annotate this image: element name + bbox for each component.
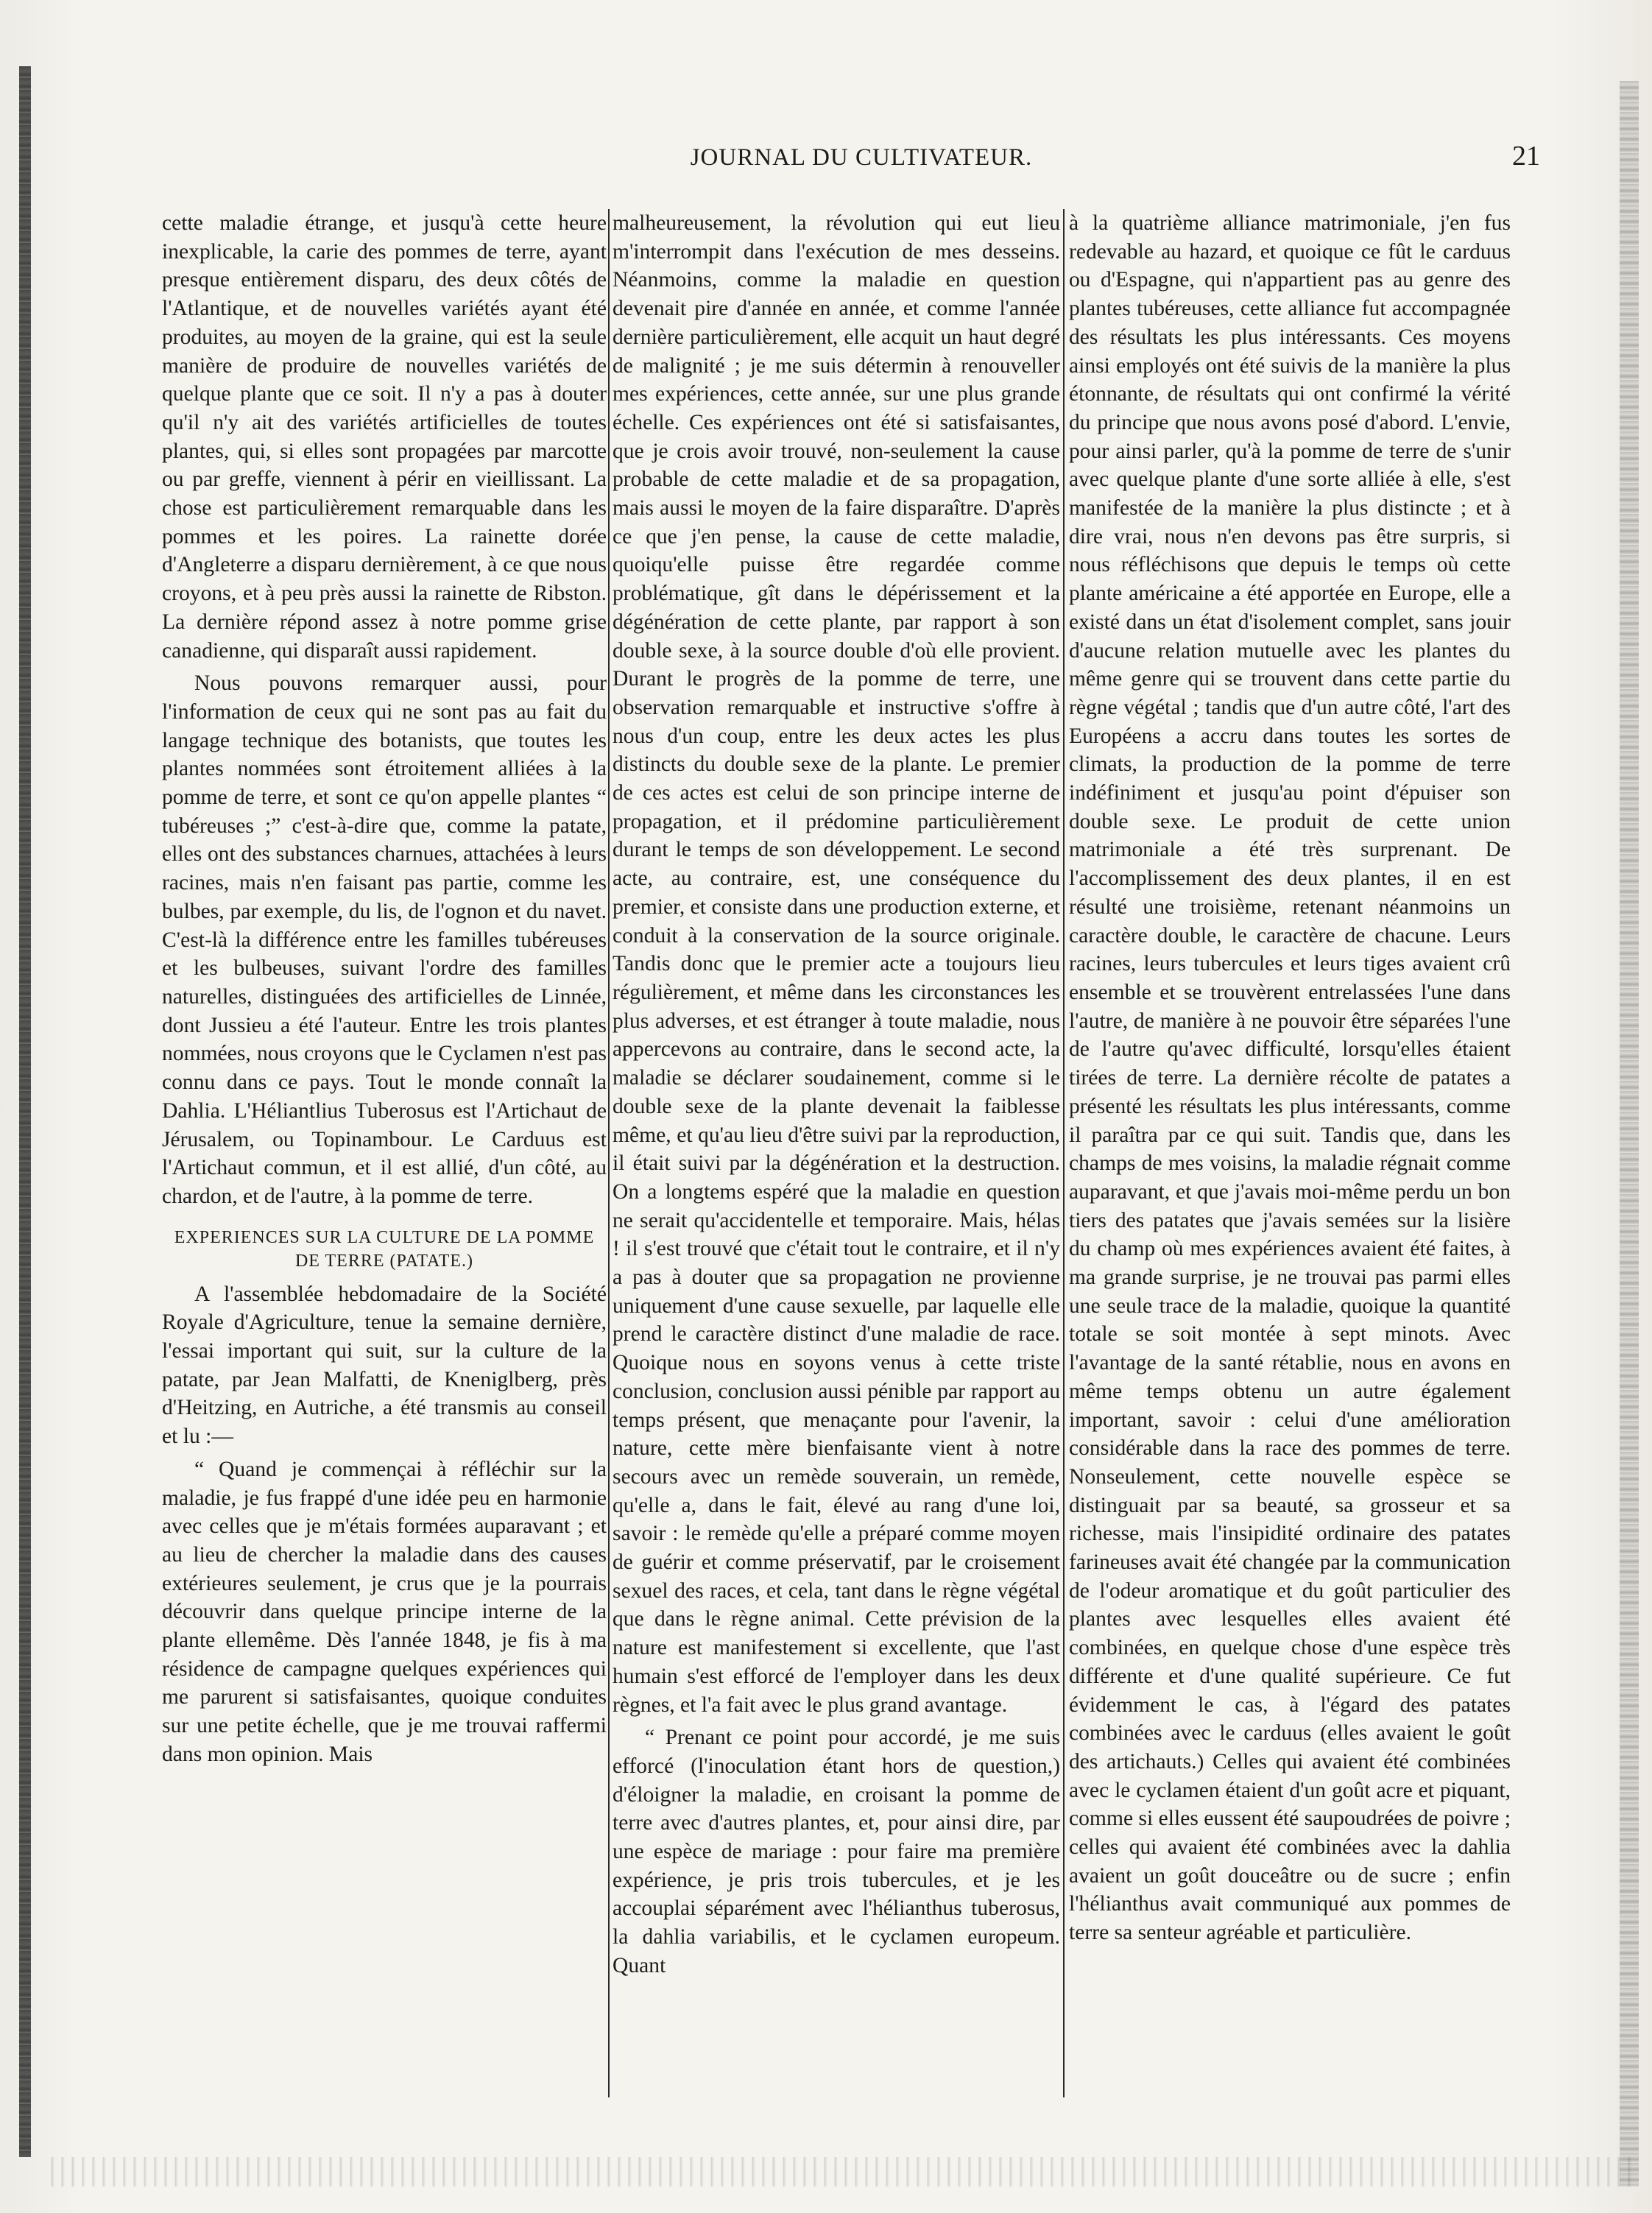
paragraph: “ Quand je commençai à réfléchir sur la maladie, je fus frappé d'une idée peu en harmonie avec celles que je m'étais formées auparavant ; et au lieu de chercher la maladie dans des causes extérieures seulement, je crus que je la pourrais découvrir dans quelque principe interne de la plante ellemême. Dès l'année 1848, je fis à ma résidence de campagne quelques expériences qui me parurent si satisfaisantes, quoique conduites sur une petite échelle, que je me trouvai raffermi dans mon opinion. Mais	[162, 1457, 607, 1766]
page-edge-bottom	[44, 2157, 1634, 2186]
paragraph: “ Prenant ce point pour accordé, je me suis efforcé (l'inoculation étant hors de question,) d'éloigner la maladie, en croisant la pomme de terre avec d'autres plantes, et, pour ainsi dire, par une espèce de mariage : pour faire ma première expérience, je pris trois tubercules, et je les accouplai séparément avec l'hélianthus tuberosus, la dahlia variabilis, et le cyclamen europeum. Quant	[613, 1726, 1060, 1977]
text-column-1	[162, 209, 607, 2094]
column-rule	[1063, 209, 1065, 2097]
paragraph: à la quatrième alliance matrimoniale, j'en fus redevable au hazard, et quoique ce fût le carduus ou d'Espagne, qui n'appartient pas au genre des plantes tubéreuses, cette alliance fut accompagnée des résultats les plus intéressants. Ces moyens ainsi employés ont été suivis de la manière la plus étonnante, de résultats qui ont confirmé la vérité du principe que nous avons posé d'abord. L'envie, pour ainsi parler, qu'à la pomme de terre de s'unir avec quelque plante d'une sorte alliée à elle, s'est manifestée de la manière la plus distincte ; et à dire vrai, nous n'en devons pas être surpris, si nous réfléchisons que depuis le temps où cette plante américaine a été apportée en Europe, elle a existé dans un état d'isolement complet, sans jouir d'aucune relation mutuelle avec les plantes du même genre qui se trouvent dans cette partie du règne végétal ; tandis que d'un autre côté, l'art des Européens a accru dans toutes les sortes de climats, la production de la pomme de terre indéfiniment et jusqu'au point d'épuiser son double sexe. Le produit de cette union matrimoniale a été très surprenant. De l'accomplissement des deux plantes, il en est résulté une troisième, retenant néanmoins un caractère double, le caractère de chacune. Leurs racines, leurs tubercules et leurs tiges avaient crû ensemble et se trouvèrent entrelassées l'une dans l'autre, de manière à ne pouvoir être séparées l'une de l'autre qu'avec difficulté, lorsqu'elles étaient tirées de terre. La dernière récolte de patates a présenté les résultats les plus intéressants, comme il paraîtra par ce qui suit. Tandis que, dans les champs de mes voisins, la maladie régnait comme auparavant, et que j'avais moi-même perdu un bon tiers des patates que j'avais semées sur la lisière du champ où mes expériences avaient été faites, à ma grande surprise, je ne trouvai pas parmi elles une seule trace de la maladie, quoique la quantité totale se soit montée à sept minots. Avec l'avantage de la santé rétablie, nous en avons en même temps obtenu un autre également important, savoir : celui d'une amélioration considérable dans la race des pommes de terre. Nonseulement, cette nouvelle espèce se distinguait par sa beauté, sa grosseur et sa richesse, mais l'insipidité ordinaire des patates farineuses avait été changée par la communication de l'odeur aromatique et du goût particulier des plantes avec lesquelles elles avaient été combinées, en quelque chose d'une espèce très différente et d'une qualité supérieure. Ce fut évidemment le cas, à l'égard des patates combinées avec le carduus (elles avaient le goût des artichauts.) Celles qui avaient été combinées avec le cyclamen étaient d'un goût acre et piquant, comme si elles eussent été saupoudrées de poivre ; celles qui avaient été combinées avec la dahlia avaient un goût douceâtre ou de sucre ; enfin l'hélianthus avait communiqué aux pommes de terre sa senteur agréable et particulière.	[1069, 211, 1511, 1945]
section-heading: EXPERIENCES SUR LA CULTURE DE LA POMME DE TERRE (PATATE.)	[174, 1227, 595, 1271]
paragraph: Nous pouvons remarquer aussi, pour l'information de ceux qui ne sont pas au fait du langage technique des botanists, que toutes les plantes nommées sont étroitement alliées à la pomme de terre, et sont ce qu'on appelle plantes “ tubéreuses ;” c'est-à-dire que, comme la patate, elles ont des substances charnues, attachées à leurs racines, mais n'en faisant pas partie, comme les bulbes, par exemple, du lis, de l'ognon et du navet. C'est-là la différence entre les familles tubéreuses et les bulbeuses, suivant l'ordre des familles naturelles, distinguées des artificielles de Linnée, dont Jussieu a été l'auteur. Entre les trois plantes nommées, nous croyons que le Cyclamen n'est pas connu dans ce pays. Tout le monde connaît la Dahlia. L'Héliantlius Tuberosus est l'Artichaut de Jérusalem, ou Topinambour. Le Carduus est l'Artichaut commun, et il est allié, d'un côté, au chardon, et de l'autre, à la pomme de terre.	[162, 671, 607, 1208]
text-column-2	[613, 209, 1060, 2094]
text-column-3	[1069, 209, 1511, 2094]
page-edge-right	[1620, 81, 1639, 2186]
column-rule	[608, 209, 610, 2097]
binding-edge	[19, 66, 31, 2157]
paragraph: A l'assemblée hebdomadaire de la Société Royale d'Agriculture, tenue la semaine dernière, l'essai important qui suit, sur la culture de la patate, par Jean Malfatti, de Kneniglberg, près d'Heitzing, en Autriche, a été transmis au conseil et lu :—	[162, 1282, 607, 1449]
page-number: 21	[1512, 141, 1540, 172]
page-header	[162, 141, 1561, 188]
paragraph: cette maladie étrange, et jusqu'à cette heure inexplicable, la carie des pommes de terre, ayant presque entièrement disparu, des deux côtés de l'Atlantique, et de nouvelles variétés ayant été produites, au moyen de la graine, qui est la seule manière de produire de nouvelles variétés de quelque plante que ce soit. Il n'y a pas à douter qu'il n'y ait des variétés artificielles de toutes plantes, qui, si elles sont propagées par marcotte ou par greffe, viennent à périr en vieillissant. La chose est particulièrement remarquable dans les pommes et les poires. La rainette dorée d'Angleterre a disparu dernièrement, à ce que nous croyons, et à peu près aussi la rainette de Ribston. La dernière répond assez à notre pomme grise canadienne, qui disparaît aussi rapidement.	[162, 211, 607, 663]
running-title: JOURNAL DU CULTIVATEUR.	[690, 144, 1033, 171]
paragraph: malheureusement, la révolution qui eut lieu m'interrompit dans l'exécution de mes desseins. Néanmoins, comme la maladie en question devenait pire d'année en année, et comme l'année dernière particulièrement, elle acquit un haut degré de malignité ; je me suis détermin à renouveller mes expériences, cette année, sur une plus grande échelle. Ces expériences ont été si satisfaisantes, que je crois avoir trouvé, non-seulement la cause probable de cette maladie et de sa propagation, mais aussi le moyen de la faire disparaître. D'après ce que j'en pense, la cause de cette maladie, quoiqu'elle puisse être regardée comme problématique, gît dans le dépérissement et la dégénération de cette plante, par rapport à son double sexe, à la source double d'où elle provient. Durant le progrès de la pomme de terre, une observation remarquable et instructive s'offre à nous d'un coup, entre les deux actes les plus distincts du double sexe de la plante. Le premier de ces actes est celui de son principe interne de propagation, et il prédomine particulièrement durant le temps de son développement. Le second acte, au contraire, est, une conséquence du premier, et consiste dans une production externe, et conduit à la conservation de la source originale. Tandis donc que le premier acte a toujours lieu régulièrement, et même dans les circonstances les plus adverses, et est étranger à toute maladie, nous appercevons au contraire, dans le second acte, la maladie se déclarer soudainement, comme si le double sexe de la plante devenait la faiblesse même, et qu'au lieu d'être suivi par la reproduction, il était suivi par la dégénération et la destruction. On a longtems espéré que la maladie en question ne serait qu'accidentelle et temporaire. Mais, hélas ! il s'est trouvé que c'était tout le contraire, et il n'y a pas à douter que sa propagation ne provienne uniquement d'une cause sexuelle, par laquelle elle prend le caractère distinct d'une maladie de race. Quoique nous en soyons venus à cette triste conclusion, conclusion aussi pénible par rapport au temps présent, que menaçante pour l'avenir, la nature, cette mère bienfaisante vient à notre secours avec un remède souverain, un remède, qu'elle a, dans le fait, élevé au rang d'une loi, savoir : le remède qu'elle a préparé comme moyen de guérir et comme préservatif, par le croisement sexuel des races, et cela, tant dans le règne végétal que dans le règne animal. Cette prévision de la nature est manifestement si excellente, que l'ast humain s'est efforcé de l'employer dans les deux règnes, et l'a fait avec le plus grand avantage.	[613, 211, 1060, 1717]
